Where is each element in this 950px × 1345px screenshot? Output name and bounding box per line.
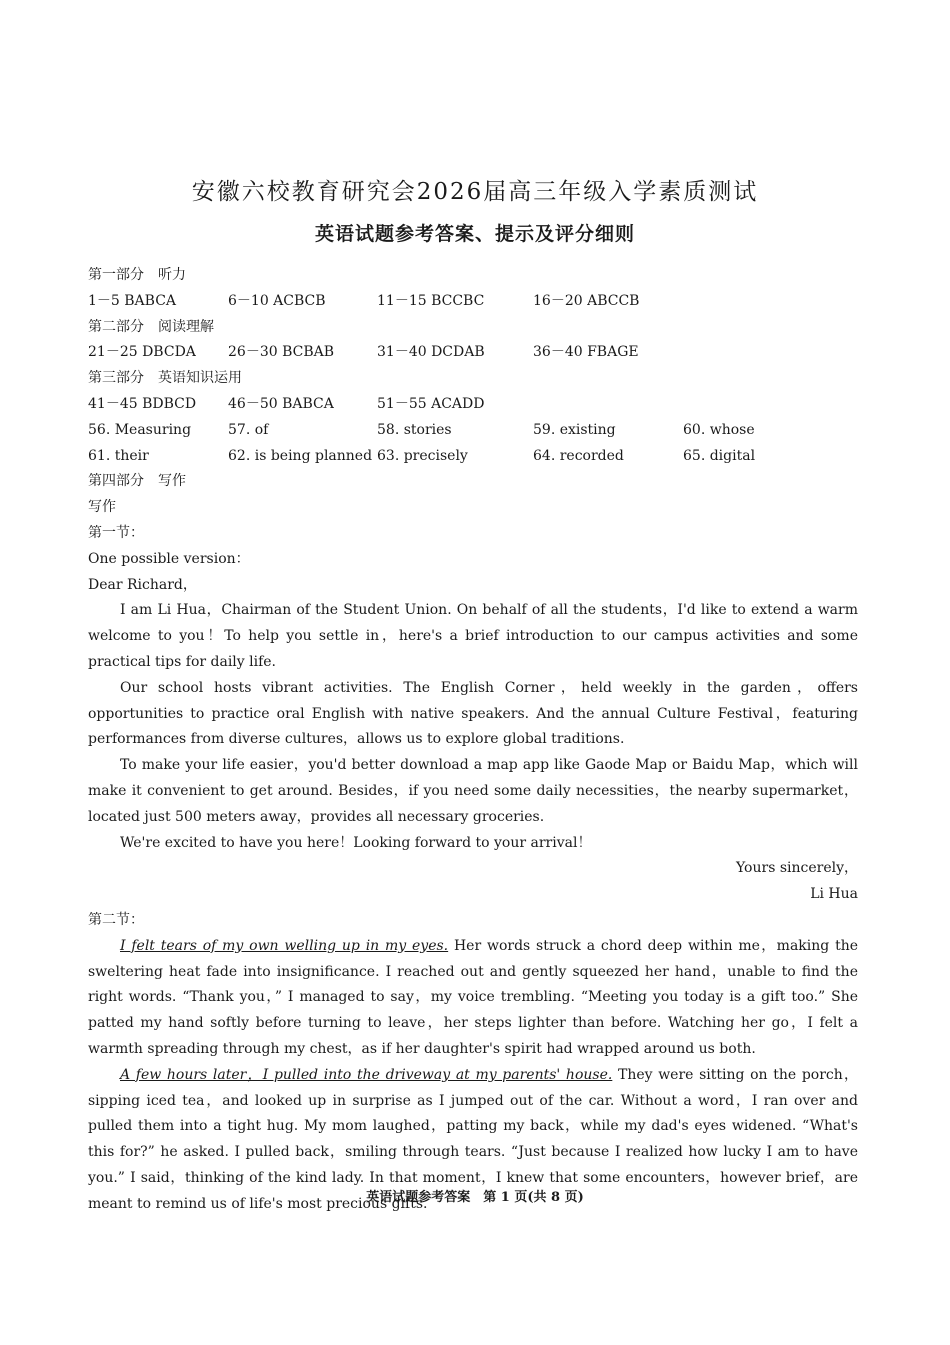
paragraph-body: They were sitting on the porch，sipping iced tea，and looked up in surprise as I jumped out of the car. Without a word，I ran over and pulled them into a tight hug. My mom laughed，patting my back，while my dad's eyes widened. “What's this for?” he asked. I pulled back，smiling through tears. “Just because I realized how lucky I am to have you.” I said，thinking of the kind lady. In that moment，I knew that some encounters，however brief，are meant to remind us of life's most precious gifts. [88,1066,858,1212]
part2-answers [88,340,858,366]
answer-content [88,263,858,1217]
page-subtitle: 英语试题参考答案、提示及评分细则 [314,223,635,245]
answer-group: 21－25 DBCDA [88,344,196,361]
answer-group: 1－5 BABCA [88,292,177,309]
fill-answer: 60. whose [683,421,755,438]
part4-heading: 第四部分 写作 [88,473,186,490]
fill-answers-row-2 [88,444,858,470]
fill-answer: 62. is being planned [228,447,373,464]
answer-group: 41－45 BDBCD [88,395,197,412]
part3-heading: 第三部分 英语知识运用 [88,370,242,387]
section2-label: 第二节： [88,911,144,928]
fill-answer: 65. digital [683,447,756,464]
answer-group: 6－10 ACBCB [228,292,326,309]
letter-greeting: Dear Richard， [88,576,197,593]
letter-paragraph: We're excited to have you here！Looking forward to your arrival！ [120,834,592,851]
part3-answers [88,392,858,418]
fill-answer: 64. recorded [533,447,624,464]
answer-group: 31－40 DCDAB [377,344,485,361]
sample-version-label: One possible version： [88,550,250,567]
fill-answer: 61. their [88,447,149,464]
given-opening-sentence: I felt tears of my own welling up in my eyes. [120,937,449,954]
part1-answers [88,289,858,315]
answer-group: 26－30 BCBAB [228,344,335,361]
fill-answer: 63. precisely [377,447,468,464]
answer-group: 16－20 ABCCB [533,292,640,309]
given-opening-sentence: A few hours later，I pulled into the driveway at my parents' house. [120,1066,613,1083]
fill-answer: 57. of [228,421,269,438]
paragraph-body: Her words struck a chord deep within me，making the sweltering heat fade into insignificance. I reached out and gently squeezed her hand，unable to find the right words. “Thank you，” I managed to say，my voice trembling. “Meeting you today is a gift too.” She patted my hand softly before turning to leave，her steps lighter than before. Watching her go，I felt a warmth spreading through my chest，as if her daughter's spirit had wrapped around us both. [88,937,858,1057]
fill-answers-row-1 [88,418,858,444]
letter-closing: Yours sincerely， [736,860,858,877]
page-footer: 英语试题参考答案 第 1 页(共 8 页) [366,1190,584,1205]
answer-group: 36－40 FBAGE [533,344,639,361]
continuation-paragraph-1 [88,934,858,1063]
fill-answer: 56. Measuring [88,421,192,438]
answer-group: 11－15 BCCBC [377,292,485,309]
page-title: 安徽六校教育研究会2026届高三年级入学素质测试 [191,179,759,205]
part2-heading: 第二部分 阅读理解 [88,318,214,335]
letter-paragraph: Our school hosts vibrant activities. The English Corner，held weekly in the garden，offers opportunities to practice oral English with native speakers. And the annual Culture Festival，featuring performances from diverse cultures，allows us to explore global traditions. [88,679,858,748]
letter-signature: Li Hua [810,886,858,903]
fill-answer: 58. stories [377,421,452,438]
fill-answer: 59. existing [533,421,616,438]
writing-subheading: 写作 [88,499,116,516]
answer-group: 51－55 ACADD [377,395,485,412]
answer-group: 46－50 BABCA [228,395,334,412]
part1-heading: 第一部分 听力 [88,267,186,283]
section1-label: 第一节： [88,524,144,541]
letter-paragraph: I am Li Hua，Chairman of the Student Union. On behalf of all the students，I'd like to extend a warm welcome to you！To help you settle in，here's a brief introduction to our campus activities and some practical tips for daily life. [88,602,858,670]
letter-paragraph: To make your life easier，you'd better download a map app like Gaode Map or Baidu Map，which will make it convenient to get around. Besides，if you need some daily necessities，the nearby supermarket，located just 500 meters away，provides all necessary groceries. [88,757,858,825]
